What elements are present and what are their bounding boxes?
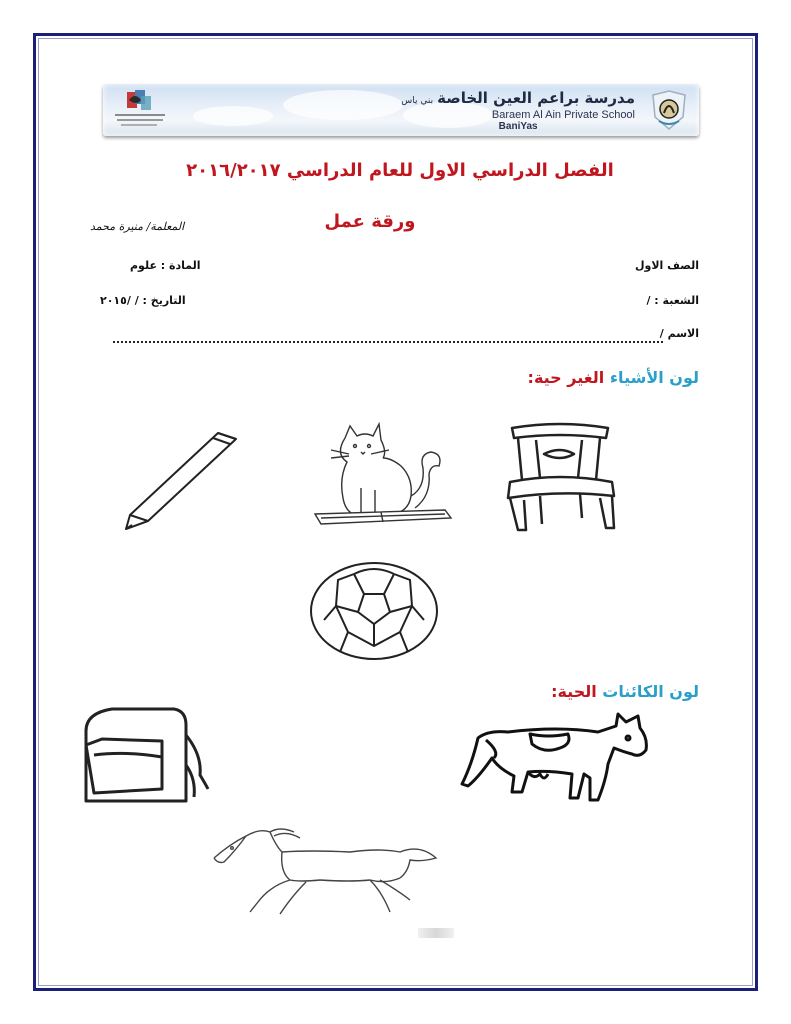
heading-part-color: لون الأشياء — [609, 368, 699, 387]
pencil-image — [118, 425, 243, 535]
worksheet-title: ورقة عمل — [324, 211, 416, 232]
subject-label: المادة : علوم — [130, 259, 201, 272]
soccer-ball-image — [308, 560, 440, 662]
school-city-en: BaniYas — [498, 121, 538, 132]
section-heading-nonliving — [528, 368, 699, 387]
backpack-image — [82, 705, 212, 805]
grade-label: الصف الاول — [634, 259, 699, 272]
school-header-banner — [103, 84, 699, 136]
education-council-logo — [111, 88, 171, 132]
chair-image — [500, 420, 625, 538]
teacher-name: المعلمة/ منيرة محمد — [90, 220, 185, 233]
school-name-en: Baraem Al Ain Private School — [491, 109, 635, 121]
school-name-block — [401, 90, 635, 132]
horse-image — [210, 822, 440, 920]
school-branch-ar: بني ياس — [401, 96, 434, 106]
semester-title: الفصل الدراسي الاول للعام الدراسي ٢٠١٦/٢٠١٧ — [186, 160, 614, 181]
school-crest-icon — [649, 89, 689, 131]
cat-on-book-image — [305, 418, 455, 528]
name-fill-line — [113, 331, 663, 343]
section-heading-living — [551, 682, 699, 701]
section-field: الشعبة : / — [646, 294, 699, 307]
image-watermark — [418, 928, 454, 938]
school-name-ar: مدرسة براعم العين الخاصة — [437, 89, 635, 107]
cow-image — [448, 708, 653, 806]
heading-part-color: لون الكائنات — [602, 682, 699, 701]
heading-part-living: الحية: — [551, 682, 597, 701]
name-label: الاسم / — [659, 327, 699, 340]
date-field: التاريخ : / /٢٠١٥ — [100, 294, 186, 307]
heading-part-nonliving: الغير حية: — [527, 368, 605, 387]
